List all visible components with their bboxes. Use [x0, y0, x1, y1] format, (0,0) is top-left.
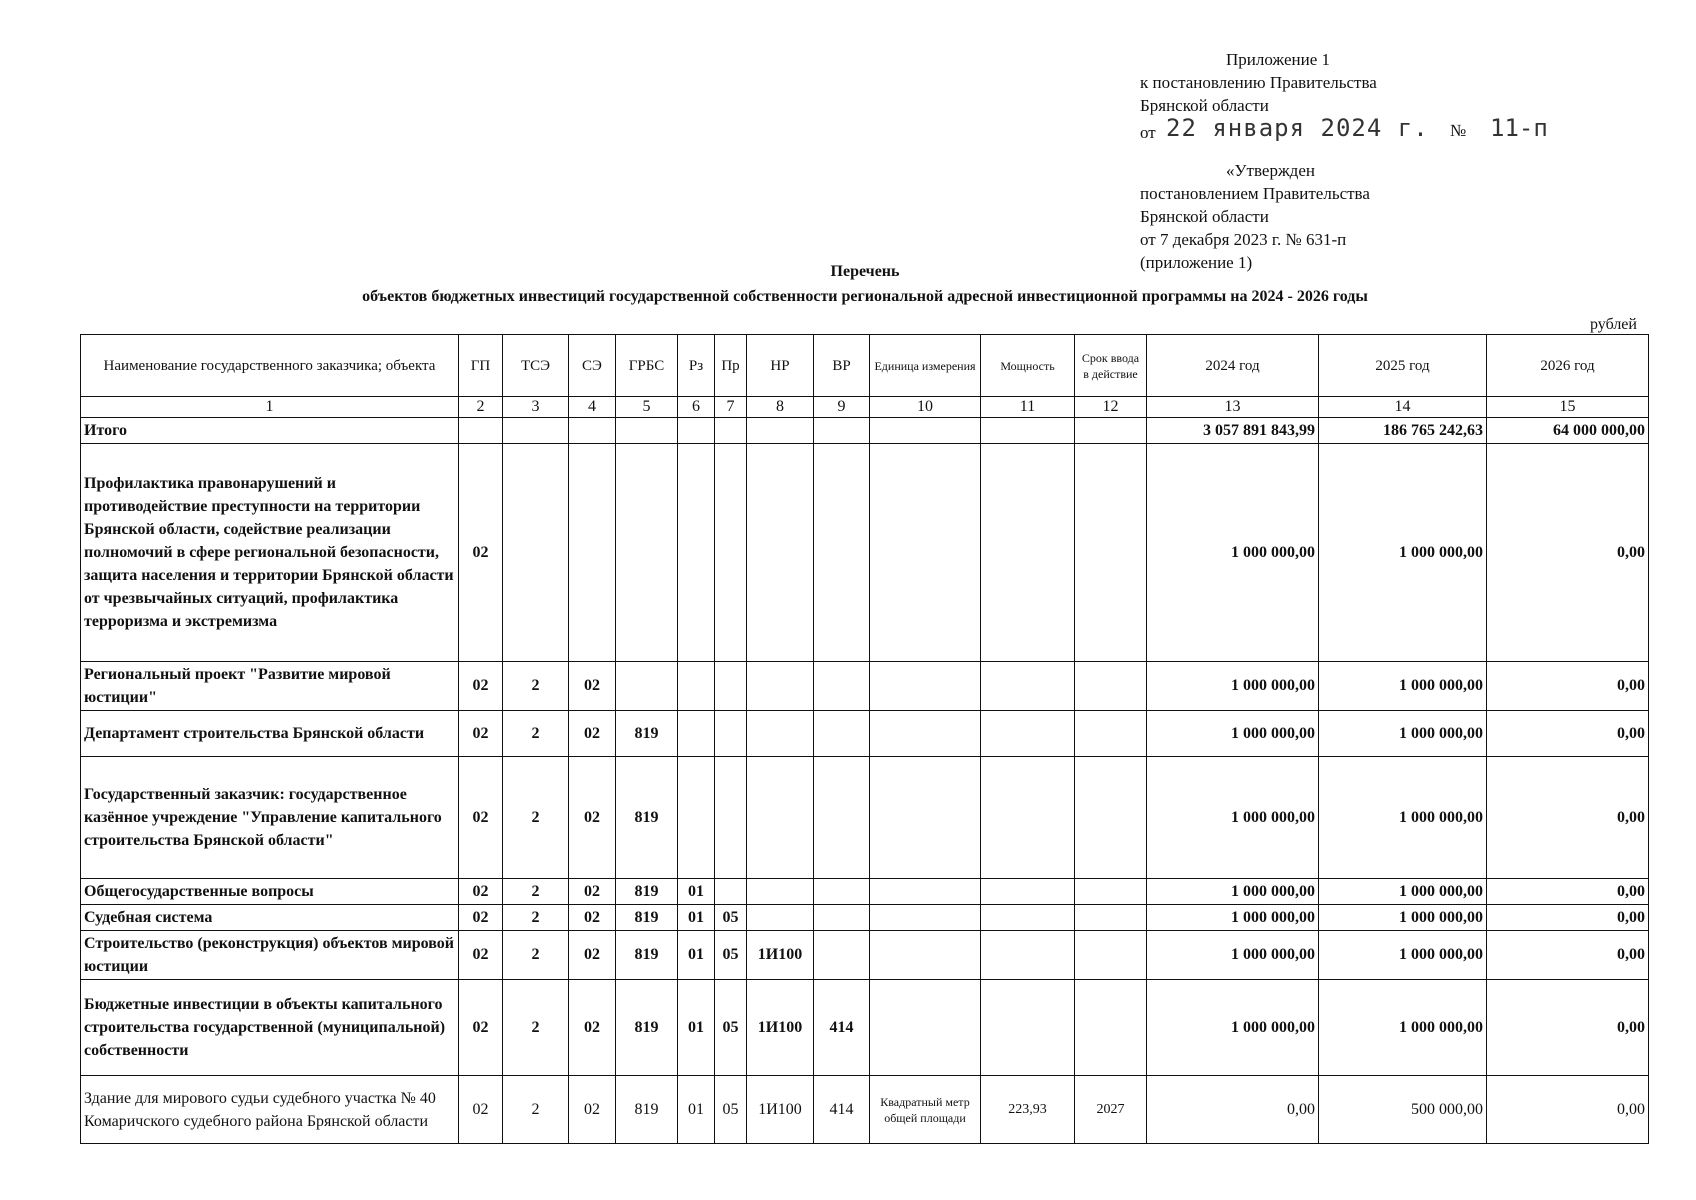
- nr-code: [747, 418, 814, 444]
- amount-2025: 1 000 000,00: [1319, 879, 1487, 905]
- table-row: [81, 1076, 1649, 1144]
- grbs-code: 819: [616, 711, 678, 757]
- amount-2025: 500 000,00: [1319, 1076, 1487, 1144]
- amount-2026: 0,00: [1487, 1076, 1649, 1144]
- header-cell: ГП: [459, 335, 503, 397]
- tse-code: 2: [503, 757, 569, 879]
- vr-code: [814, 418, 870, 444]
- header-cell: Рз: [678, 335, 715, 397]
- rz-code: 01: [678, 905, 715, 931]
- approved-line2: постановлением Правительства: [1140, 184, 1370, 203]
- approved-line5: (приложение 1): [1140, 253, 1253, 272]
- vr-code: 414: [814, 980, 870, 1076]
- row-name: Департамент строительства Брянской области: [81, 711, 459, 757]
- capacity: [981, 931, 1075, 980]
- se-code: 02: [569, 905, 616, 931]
- pr-code: [715, 711, 747, 757]
- commissioning-year: [1075, 931, 1147, 980]
- capacity: [981, 662, 1075, 711]
- nr-code: 1И100: [747, 980, 814, 1076]
- tse-code: 2: [503, 905, 569, 931]
- capacity: [981, 711, 1075, 757]
- commissioning-year: [1075, 980, 1147, 1076]
- header-cell: Мощность: [981, 335, 1075, 397]
- rz-code: 01: [678, 879, 715, 905]
- nr-code: [747, 905, 814, 931]
- amount-2026: 0,00: [1487, 879, 1649, 905]
- column-number: 5: [616, 397, 678, 418]
- rz-code: [678, 711, 715, 757]
- grbs-code: 819: [616, 757, 678, 879]
- column-number: 11: [981, 397, 1075, 418]
- unit-of-measure: [870, 905, 981, 931]
- amount-2025: 186 765 242,63: [1319, 418, 1487, 444]
- commissioning-year: [1075, 757, 1147, 879]
- row-name: Профилактика правонарушений и противодействие преступности на территории Брянской области, содействие реализации полномочий в сфере региональной безопасности, защита населения и территории Брянской области от чрезвычайных ситуаций, профилактика терроризма и экстремизма: [81, 444, 459, 662]
- commissioning-year: 2027: [1075, 1076, 1147, 1144]
- se-code: [569, 418, 616, 444]
- appendix-block: [1140, 48, 1600, 274]
- header-cell: Наименование государственного заказчика; объекта: [81, 335, 459, 397]
- number-sign: №: [1450, 121, 1467, 140]
- gp-code: 02: [459, 980, 503, 1076]
- unit-of-measure: [870, 879, 981, 905]
- appendix-line3: Брянской области: [1140, 96, 1269, 115]
- pr-code: 05: [715, 931, 747, 980]
- decree-date-line: [1140, 114, 1600, 151]
- amount-2025: 1 000 000,00: [1319, 757, 1487, 879]
- table-row: [81, 711, 1649, 757]
- row-name: Государственный заказчик: государственное казённое учреждение "Управление капитального строительства Брянской области": [81, 757, 459, 879]
- document-subtitle: объектов бюджетных инвестиций государственной собственности региональной адресной инвестиционной программы на 2024 - 2026 годы: [362, 288, 1368, 305]
- capacity: [981, 905, 1075, 931]
- tse-code: 2: [503, 879, 569, 905]
- column-number: 3: [503, 397, 569, 418]
- column-number: 1: [81, 397, 459, 418]
- capacity: [981, 444, 1075, 662]
- nr-code: [747, 662, 814, 711]
- amount-2026: 0,00: [1487, 980, 1649, 1076]
- amount-2024: 0,00: [1147, 1076, 1319, 1144]
- commissioning-year: [1075, 905, 1147, 931]
- column-number: 14: [1319, 397, 1487, 418]
- gp-code: [459, 418, 503, 444]
- amount-2024: 3 057 891 843,99: [1147, 418, 1319, 444]
- header-cell: 2026 год: [1487, 335, 1649, 397]
- rz-code: [678, 444, 715, 662]
- se-code: 02: [569, 980, 616, 1076]
- header-cell: 2025 год: [1319, 335, 1487, 397]
- header-cell: ТСЭ: [503, 335, 569, 397]
- nr-code: [747, 757, 814, 879]
- tse-code: 2: [503, 931, 569, 980]
- unit-of-measure: [870, 980, 981, 1076]
- approved-line1: «Утвержден: [1226, 161, 1315, 180]
- gp-code: 02: [459, 905, 503, 931]
- amount-2024: 1 000 000,00: [1147, 757, 1319, 879]
- column-number: 13: [1147, 397, 1319, 418]
- column-number: 15: [1487, 397, 1649, 418]
- se-code: 02: [569, 757, 616, 879]
- se-code: [569, 444, 616, 662]
- pr-code: 05: [715, 1076, 747, 1144]
- column-number: 4: [569, 397, 616, 418]
- grbs-code: 819: [616, 905, 678, 931]
- amount-2026: 0,00: [1487, 662, 1649, 711]
- header-cell: Пр: [715, 335, 747, 397]
- rz-code: 01: [678, 980, 715, 1076]
- document-title: Перечень: [830, 263, 900, 280]
- unit-of-measure: [870, 444, 981, 662]
- amount-2025: 1 000 000,00: [1319, 905, 1487, 931]
- commissioning-year: [1075, 711, 1147, 757]
- unit-of-measure: [870, 757, 981, 879]
- grbs-code: [616, 444, 678, 662]
- grbs-code: 819: [616, 931, 678, 980]
- tse-code: 2: [503, 980, 569, 1076]
- amount-2025: 1 000 000,00: [1319, 931, 1487, 980]
- grbs-code: 819: [616, 879, 678, 905]
- decree-number: 11-п: [1490, 114, 1548, 142]
- rz-code: [678, 757, 715, 879]
- se-code: 02: [569, 1076, 616, 1144]
- unit-of-measure: [870, 711, 981, 757]
- vr-code: [814, 757, 870, 879]
- gp-code: 02: [459, 662, 503, 711]
- investment-table: [80, 334, 1649, 1144]
- tse-code: 2: [503, 662, 569, 711]
- header-cell: Единица измерения: [870, 335, 981, 397]
- pr-code: [715, 662, 747, 711]
- header-row: [81, 335, 1649, 397]
- table-row: [81, 418, 1649, 444]
- amount-2024: 1 000 000,00: [1147, 711, 1319, 757]
- header-cell: Срок ввода в действие: [1075, 335, 1147, 397]
- row-name: Строительство (реконструкция) объектов мировой юстиции: [81, 931, 459, 980]
- gp-code: 02: [459, 931, 503, 980]
- header-cell: НР: [747, 335, 814, 397]
- vr-code: [814, 662, 870, 711]
- amount-2024: 1 000 000,00: [1147, 879, 1319, 905]
- amount-2024: 1 000 000,00: [1147, 662, 1319, 711]
- amount-2026: 0,00: [1487, 711, 1649, 757]
- pr-code: 05: [715, 905, 747, 931]
- nr-code: 1И100: [747, 1076, 814, 1144]
- se-code: 02: [569, 931, 616, 980]
- date-prefix: от: [1140, 123, 1156, 142]
- approved-line3: Брянской области: [1140, 207, 1269, 226]
- unit-of-measure: [870, 662, 981, 711]
- nr-code: [747, 711, 814, 757]
- grbs-code: 819: [616, 980, 678, 1076]
- table-row: [81, 879, 1649, 905]
- header-cell: ГРБС: [616, 335, 678, 397]
- pr-code: [715, 757, 747, 879]
- table-row: [81, 931, 1649, 980]
- approved-block: [1140, 159, 1600, 274]
- capacity: [981, 757, 1075, 879]
- tse-code: [503, 444, 569, 662]
- amount-2024: 1 000 000,00: [1147, 931, 1319, 980]
- rz-code: 01: [678, 1076, 715, 1144]
- commissioning-year: [1075, 879, 1147, 905]
- row-name: Общегосударственные вопросы: [81, 879, 459, 905]
- grbs-code: 819: [616, 1076, 678, 1144]
- amount-2026: 0,00: [1487, 931, 1649, 980]
- commissioning-year: [1075, 444, 1147, 662]
- capacity: [981, 418, 1075, 444]
- tse-code: [503, 418, 569, 444]
- column-number-row: [81, 397, 1649, 418]
- se-code: 02: [569, 662, 616, 711]
- header-cell: 2024 год: [1147, 335, 1319, 397]
- amount-2025: 1 000 000,00: [1319, 444, 1487, 662]
- pr-code: [715, 879, 747, 905]
- column-number: 7: [715, 397, 747, 418]
- se-code: 02: [569, 879, 616, 905]
- row-name: Бюджетные инвестиции в объекты капитального строительства государственной (муниципальной) собственности: [81, 980, 459, 1076]
- decree-date: 22 января 2024 г.: [1166, 114, 1429, 142]
- row-name: Итого: [81, 418, 459, 444]
- unit-of-measure: [870, 931, 981, 980]
- capacity: [981, 879, 1075, 905]
- rz-code: [678, 662, 715, 711]
- nr-code: 1И100: [747, 931, 814, 980]
- gp-code: 02: [459, 1076, 503, 1144]
- vr-code: [814, 905, 870, 931]
- column-number: 8: [747, 397, 814, 418]
- capacity: [981, 980, 1075, 1076]
- amount-2026: 0,00: [1487, 757, 1649, 879]
- appendix-line2: к постановлению Правительства: [1140, 73, 1377, 92]
- tse-code: 2: [503, 1076, 569, 1144]
- vr-code: [814, 931, 870, 980]
- se-code: 02: [569, 711, 616, 757]
- amount-2025: 1 000 000,00: [1319, 711, 1487, 757]
- commissioning-year: [1075, 418, 1147, 444]
- row-name: Региональный проект "Развитие мировой юстиции": [81, 662, 459, 711]
- gp-code: 02: [459, 711, 503, 757]
- table-row: [81, 444, 1649, 662]
- row-name: Здание для мирового судьи судебного участка № 40 Комаричского судебного района Брянской области: [81, 1076, 459, 1144]
- commissioning-year: [1075, 662, 1147, 711]
- pr-code: [715, 418, 747, 444]
- capacity: 223,93: [981, 1076, 1075, 1144]
- approved-line4: от 7 декабря 2023 г. № 631-п: [1140, 230, 1347, 249]
- pr-code: 05: [715, 980, 747, 1076]
- table-row: [81, 980, 1649, 1076]
- amount-2025: 1 000 000,00: [1319, 662, 1487, 711]
- grbs-code: [616, 418, 678, 444]
- column-number: 10: [870, 397, 981, 418]
- nr-code: [747, 879, 814, 905]
- table-body: [81, 418, 1649, 1144]
- vr-code: [814, 879, 870, 905]
- gp-code: 02: [459, 879, 503, 905]
- grbs-code: [616, 662, 678, 711]
- unit-of-measure: Квадратный метр общей площади: [870, 1076, 981, 1144]
- column-number: 2: [459, 397, 503, 418]
- amount-2025: 1 000 000,00: [1319, 980, 1487, 1076]
- gp-code: 02: [459, 444, 503, 662]
- table-row: [81, 757, 1649, 879]
- table-row: [81, 905, 1649, 931]
- amount-2026: 0,00: [1487, 444, 1649, 662]
- units-label: рублей: [1590, 316, 1637, 333]
- row-name: Судебная система: [81, 905, 459, 931]
- table-row: [81, 662, 1649, 711]
- amount-2026: 0,00: [1487, 905, 1649, 931]
- amount-2024: 1 000 000,00: [1147, 905, 1319, 931]
- vr-code: [814, 711, 870, 757]
- pr-code: [715, 444, 747, 662]
- header-cell: СЭ: [569, 335, 616, 397]
- column-number: 9: [814, 397, 870, 418]
- amount-2024: 1 000 000,00: [1147, 444, 1319, 662]
- header-cell: ВР: [814, 335, 870, 397]
- column-number: 6: [678, 397, 715, 418]
- rz-code: [678, 418, 715, 444]
- amount-2024: 1 000 000,00: [1147, 980, 1319, 1076]
- vr-code: [814, 444, 870, 662]
- column-number: 12: [1075, 397, 1147, 418]
- nr-code: [747, 444, 814, 662]
- amount-2026: 64 000 000,00: [1487, 418, 1649, 444]
- gp-code: 02: [459, 757, 503, 879]
- vr-code: 414: [814, 1076, 870, 1144]
- appendix-title: Приложение 1: [1226, 50, 1330, 69]
- unit-of-measure: [870, 418, 981, 444]
- rz-code: 01: [678, 931, 715, 980]
- tse-code: 2: [503, 711, 569, 757]
